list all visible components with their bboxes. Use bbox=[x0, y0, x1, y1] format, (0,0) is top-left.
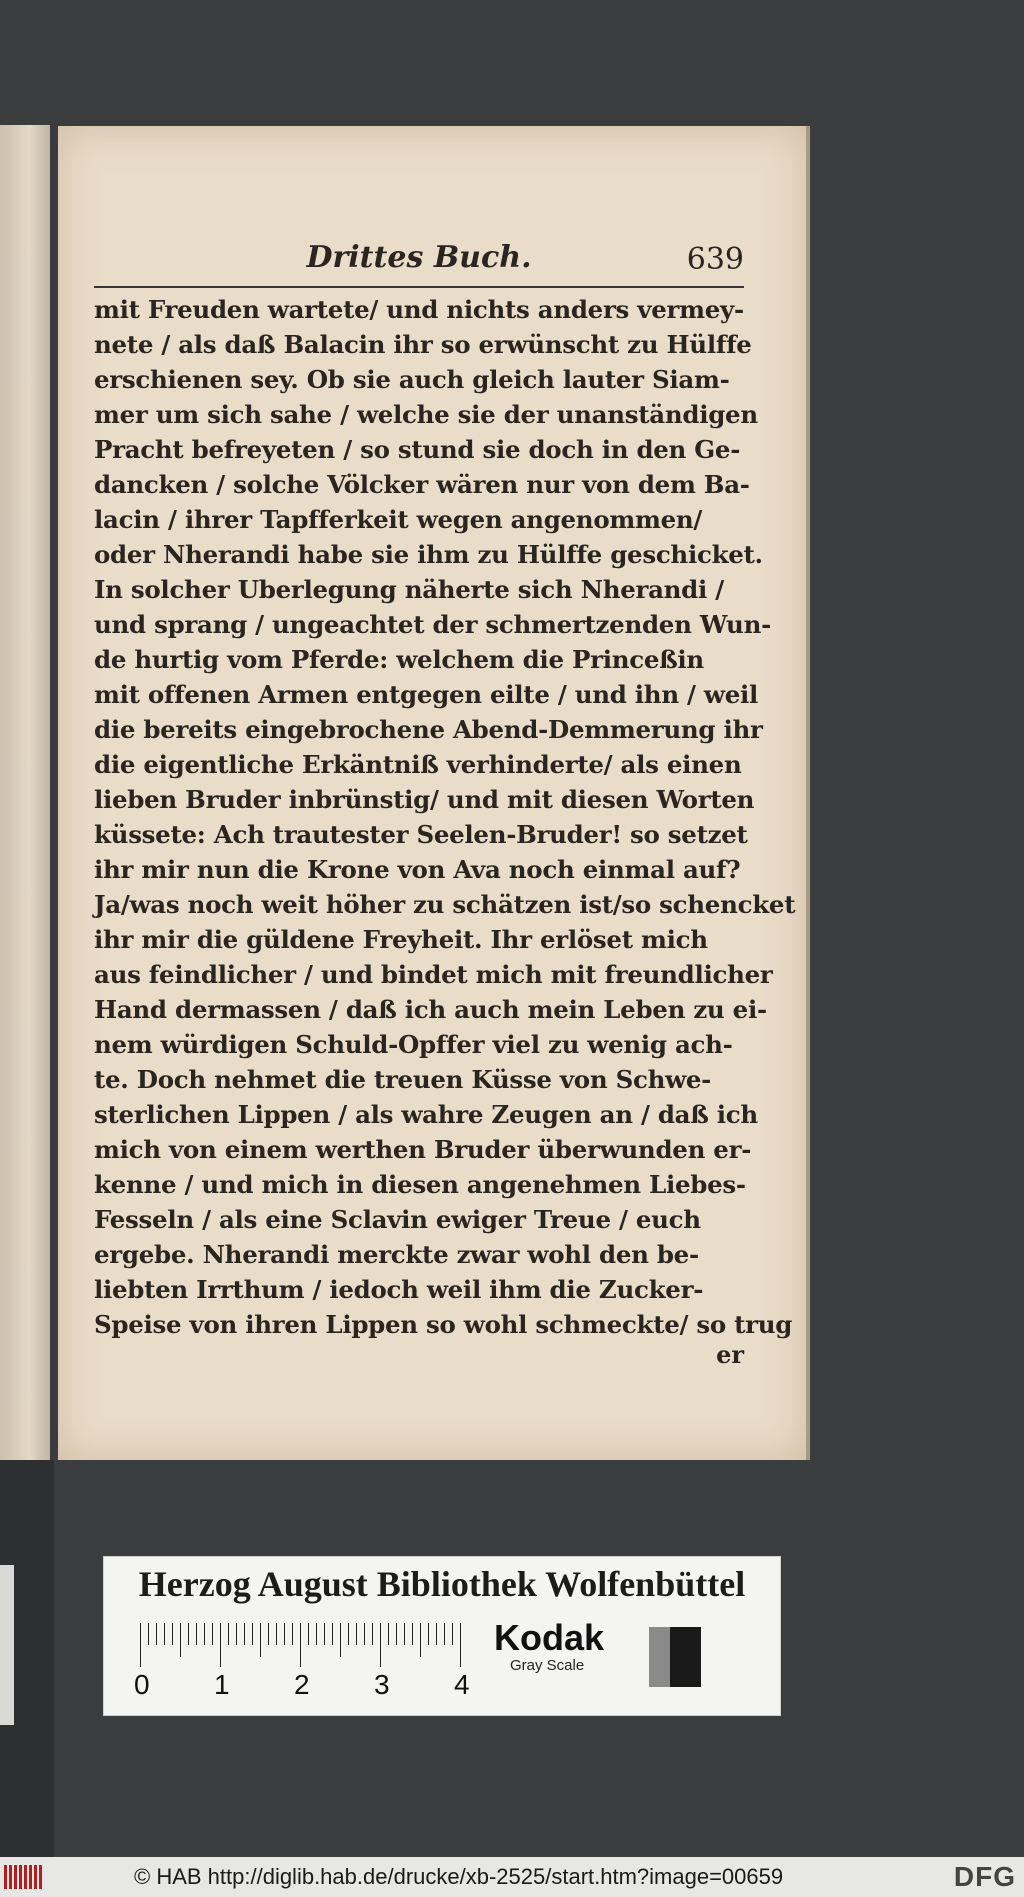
text-line: Fesseln / als eine Sclavin ewiger Treue / euch bbox=[94, 1205, 701, 1234]
library-scale-card bbox=[103, 1556, 781, 1716]
ruler-tick bbox=[324, 1623, 325, 1645]
footer-url[interactable]: © HAB http://diglib.hab.de/drucke/xb-2525/start.htm?image=00659 bbox=[134, 1864, 784, 1889]
ruler-tick bbox=[460, 1623, 461, 1667]
ruler-tick bbox=[236, 1623, 237, 1645]
ruler-tick bbox=[164, 1623, 165, 1645]
ruler-tick bbox=[452, 1623, 453, 1645]
ruler-tick bbox=[244, 1623, 245, 1645]
ruler-tick bbox=[220, 1623, 221, 1667]
text-line: kenne / und mich in diesen angenehmen Liebes- bbox=[94, 1170, 746, 1199]
ruler-numbers bbox=[134, 1669, 500, 1705]
ruler-tick bbox=[156, 1623, 157, 1645]
catchword: er bbox=[716, 1340, 744, 1369]
text-line: ihr mir die güldene Freyheit. Ihr erlöset mich bbox=[94, 925, 708, 954]
gray-scale-label: Gray Scale bbox=[510, 1657, 585, 1674]
text-line: mit offenen Armen entgegen eilte / und ihn / weil bbox=[94, 680, 759, 709]
previous-page-edge bbox=[0, 125, 50, 1460]
text-line: mich von einem werthen Bruder überwunden er- bbox=[94, 1135, 752, 1164]
ruler-tick bbox=[260, 1623, 261, 1657]
ruler-number: 1 bbox=[214, 1669, 230, 1700]
ruler-number: 2 bbox=[294, 1669, 310, 1700]
running-head-title: Drittes Buch. bbox=[306, 240, 532, 275]
ruler-tick bbox=[300, 1623, 301, 1667]
ruler-tick bbox=[316, 1623, 317, 1645]
head-rule bbox=[94, 286, 744, 288]
text-line: mit Freuden wartete/ und nichts anders vermey- bbox=[94, 295, 744, 324]
text-line: die bereits eingebrochene Abend-Demmerung ihr bbox=[94, 715, 763, 744]
ruler-tick bbox=[404, 1623, 405, 1645]
ruler-tick bbox=[364, 1623, 365, 1645]
ruler-tick bbox=[428, 1623, 429, 1645]
ruler-tick bbox=[332, 1623, 333, 1645]
ruler-tick bbox=[412, 1623, 413, 1645]
ruler-tick bbox=[148, 1623, 149, 1645]
ruler-tick bbox=[388, 1623, 389, 1645]
ruler-tick bbox=[212, 1623, 213, 1645]
ruler-tick bbox=[348, 1623, 349, 1645]
ruler-tick bbox=[140, 1623, 141, 1667]
ruler-scale bbox=[140, 1623, 470, 1673]
previous-card-edge bbox=[0, 1565, 14, 1725]
ruler-tick bbox=[380, 1623, 381, 1667]
text-line: küssete: Ach trautester Seelen-Bruder! so setzet bbox=[94, 820, 748, 849]
text-line: erschienen sey. Ob sie auch gleich lauter Siam- bbox=[94, 365, 730, 394]
ruler-number: 3 bbox=[374, 1669, 390, 1700]
ruler-tick bbox=[196, 1623, 197, 1645]
ruler-tick bbox=[252, 1623, 253, 1645]
ruler-tick bbox=[420, 1623, 421, 1657]
text-line: Hand dermassen / daß ich auch mein Leben zu ei- bbox=[94, 995, 767, 1024]
text-line: Ja/was noch weit höher zu schätzen ist/so schencket bbox=[94, 890, 796, 919]
text-line: te. Doch nehmet die treuen Küsse von Schwe- bbox=[94, 1065, 712, 1094]
kodak-logo: Kodak bbox=[494, 1617, 605, 1658]
text-line: ihr mir nun die Krone von Ava noch einmal auf? bbox=[94, 855, 741, 884]
ruler-tick bbox=[172, 1623, 173, 1645]
ruler-tick bbox=[276, 1623, 277, 1645]
text-block bbox=[94, 292, 796, 1342]
text-line: nete / als daß Balacin ihr so erwünscht zu Hülffe bbox=[94, 330, 752, 359]
ruler-tick bbox=[340, 1623, 341, 1657]
text-line: lacin / ihrer Tapfferkeit wegen angenommen/ bbox=[94, 505, 703, 534]
ruler-tick bbox=[180, 1623, 181, 1657]
text-line: und sprang / ungeachtet der schmertzenden Wun- bbox=[94, 610, 771, 639]
text-line: Speise von ihren Lippen so wohl schmeckte/ so trug bbox=[94, 1310, 793, 1339]
text-line: oder Nherandi habe sie ihm zu Hülffe geschicket. bbox=[94, 540, 763, 569]
gray-swatch bbox=[649, 1627, 701, 1687]
ruler-tick bbox=[308, 1623, 309, 1645]
ruler-tick bbox=[372, 1623, 373, 1645]
ruler-tick bbox=[268, 1623, 269, 1645]
text-line: sterlichen Lippen / als wahre Zeugen an / daß ich bbox=[94, 1100, 758, 1129]
text-line: dancken / solche Völcker wären nur von dem Ba- bbox=[94, 470, 750, 499]
text-line: liebten Irrthum / iedoch weil ihm die Zucker- bbox=[94, 1275, 704, 1304]
text-line: nem würdigen Schuld-Opffer viel zu wenig ach- bbox=[94, 1030, 733, 1059]
text-line: de hurtig vom Pferde: welchem die Princeßin bbox=[94, 645, 704, 674]
page-number: 639 bbox=[686, 242, 744, 277]
text-line: In solcher Uberlegung näherte sich Nherandi / bbox=[94, 575, 724, 604]
ruler-number: 4 bbox=[454, 1669, 470, 1700]
ruler-tick bbox=[204, 1623, 205, 1645]
ruler-tick bbox=[188, 1623, 189, 1645]
ruler-tick bbox=[396, 1623, 397, 1645]
text-line: aus feindlicher / und bindet mich mit freundlicher bbox=[94, 960, 773, 989]
text-line: ergebe. Nherandi merckte zwar wohl den be- bbox=[94, 1240, 699, 1269]
ruler-number: 0 bbox=[134, 1669, 150, 1700]
library-name: Herzog August Bibliothek Wolfenbüttel bbox=[138, 1564, 746, 1604]
text-line: Pracht befreyeten / so stund sie doch in den Ge- bbox=[94, 435, 741, 464]
ruler-tick bbox=[284, 1623, 285, 1645]
text-line: die eigentliche Erkäntniß verhinderte/ als einen bbox=[94, 750, 742, 779]
ruler-tick bbox=[444, 1623, 445, 1645]
text-line: lieben Bruder inbrünstig/ und mit diesen Worten bbox=[94, 785, 755, 814]
running-head bbox=[94, 234, 744, 282]
ruler-tick bbox=[228, 1623, 229, 1645]
text-line: mer um sich sahe / welche sie der unanständigen bbox=[94, 400, 758, 429]
footer-bar bbox=[0, 1857, 1024, 1897]
ruler-tick bbox=[292, 1623, 293, 1645]
ruler-tick bbox=[356, 1623, 357, 1645]
book-page bbox=[58, 126, 806, 1460]
ruler-tick bbox=[436, 1623, 437, 1645]
hab-logo-icon bbox=[4, 1865, 44, 1889]
dfg-logo: DFG bbox=[953, 1861, 1016, 1892]
